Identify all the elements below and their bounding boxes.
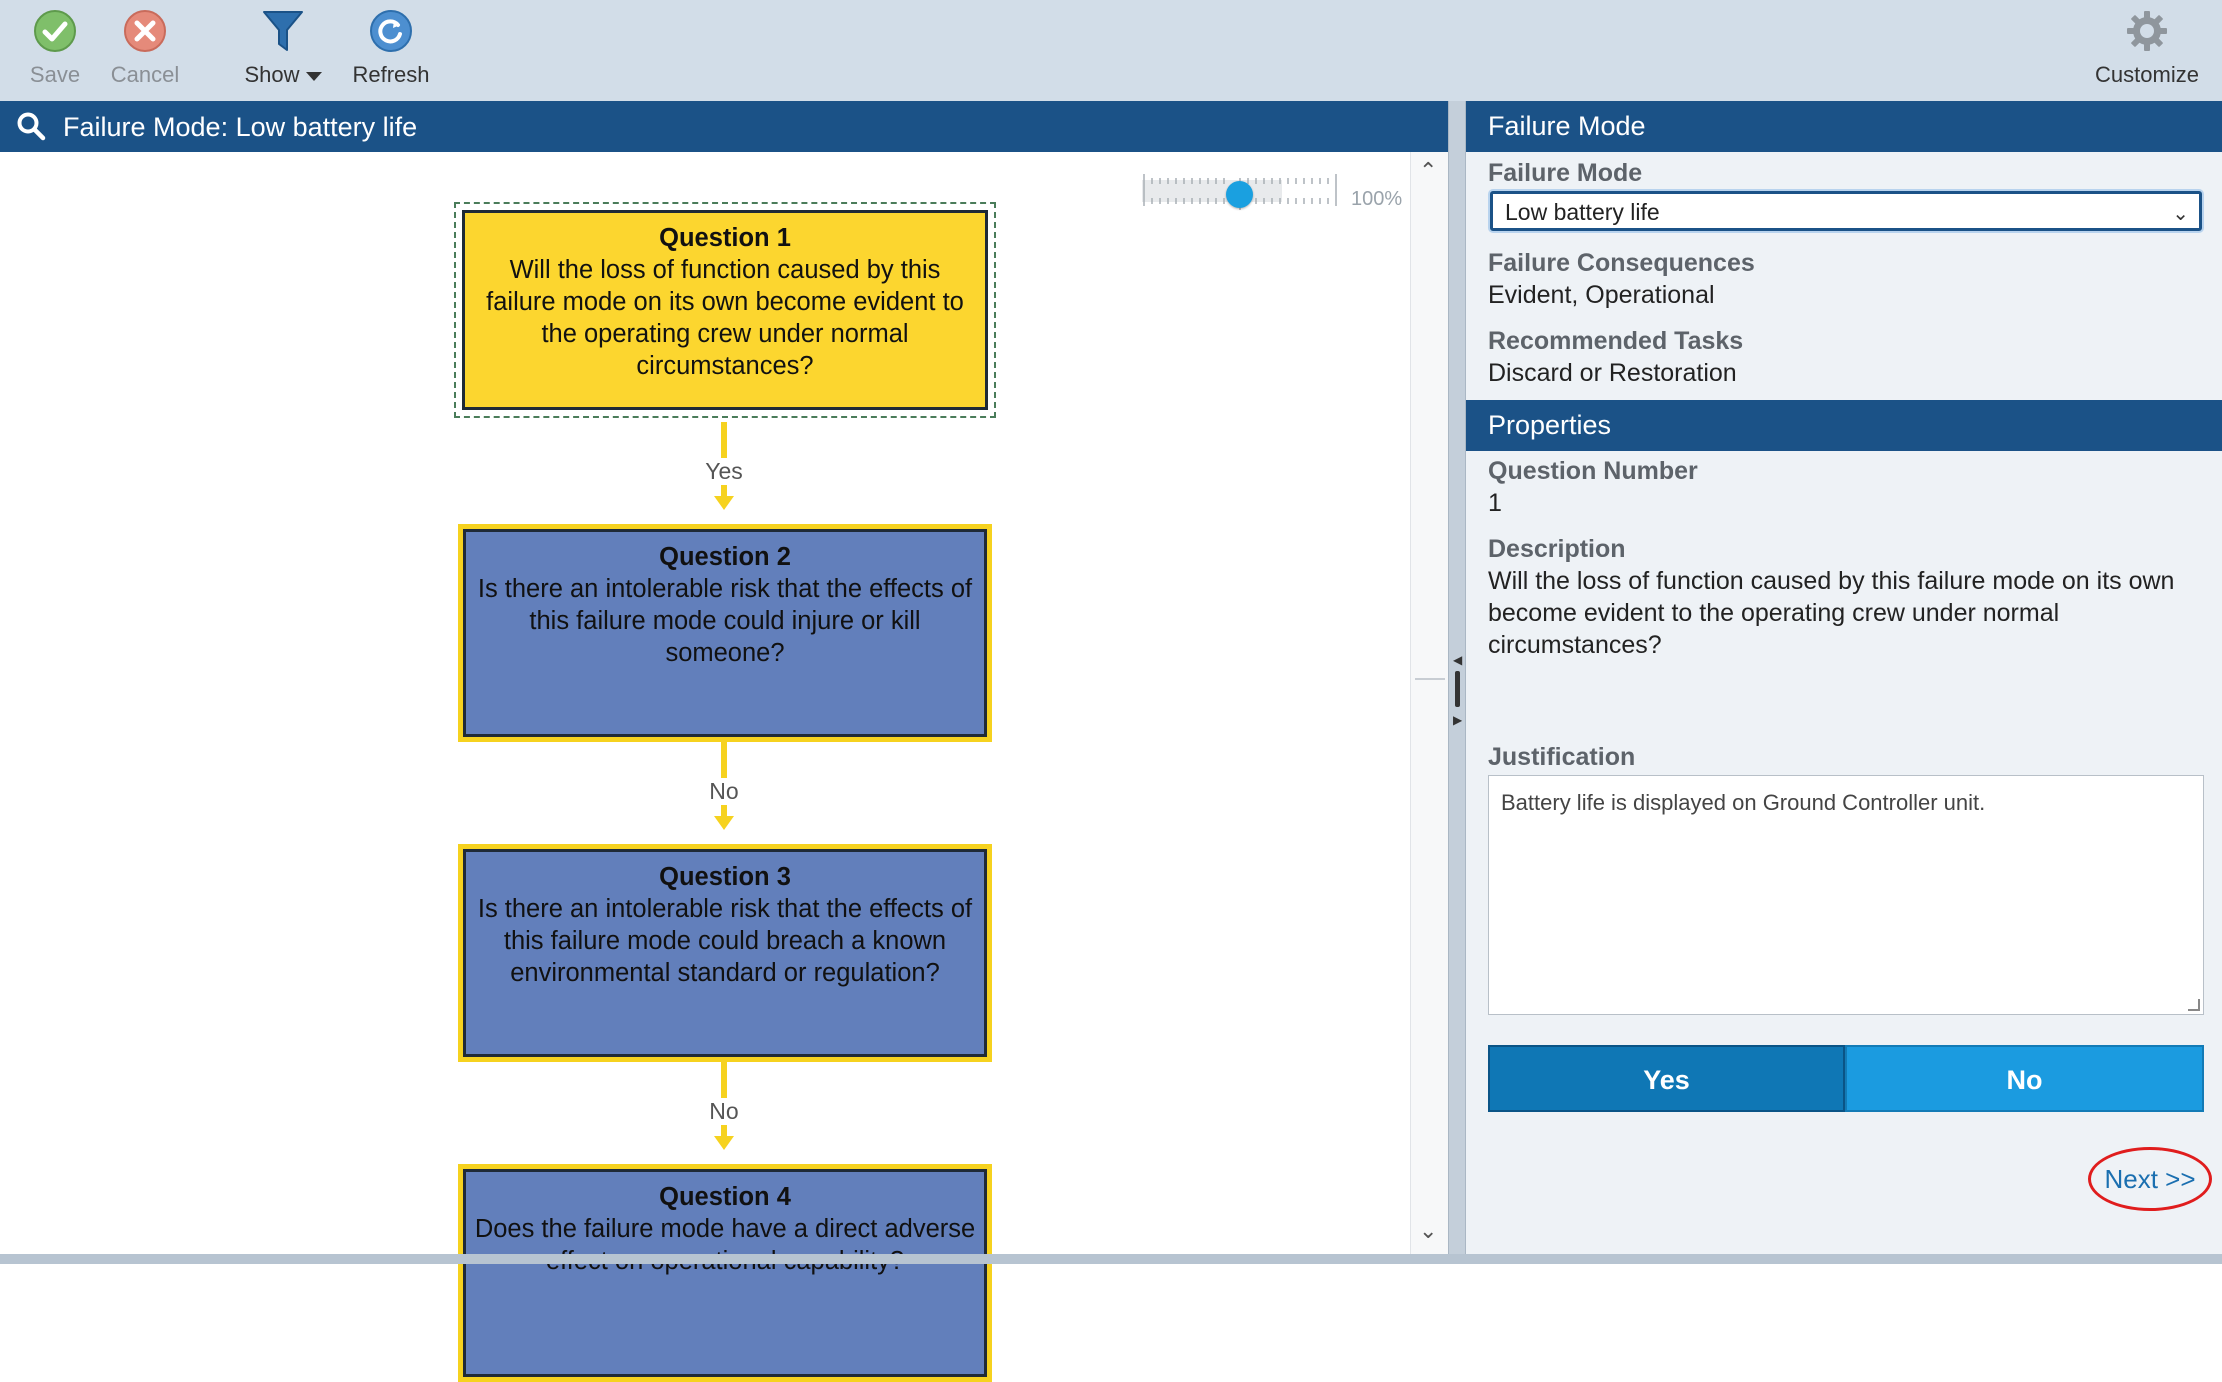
failure-consequences-label: Failure Consequences <box>1488 249 1755 277</box>
connector-label-no: No <box>674 1098 774 1125</box>
question-node-3[interactable] <box>458 844 992 1062</box>
question-node-text: Does the failure mode have a direct adverse <box>474 1215 976 1243</box>
details-panel <box>1466 101 2222 1254</box>
question-node-title: Question 3 <box>659 863 791 891</box>
refresh-icon <box>368 8 414 54</box>
chevron-down-icon: ⌄ <box>2172 203 2189 225</box>
filter-icon <box>260 8 306 54</box>
checkmark-icon <box>32 8 78 54</box>
resize-handle-icon[interactable] <box>2188 999 2200 1011</box>
toolbar <box>0 0 2222 101</box>
question-node-text: Will the loss of function caused by this failure mode on its own become evident to the operating crew under normal circumstances? <box>486 256 964 380</box>
properties-section-header: Properties <box>1466 400 2222 451</box>
connector-arrow <box>714 816 734 830</box>
chevron-down-icon <box>306 72 322 81</box>
connector-label-no: No <box>674 778 774 805</box>
cancel-button[interactable] <box>105 8 185 88</box>
pane-splitter[interactable] <box>1448 101 1466 1254</box>
save-button[interactable] <box>20 8 90 88</box>
failure-mode-label: Failure Mode <box>1488 159 1643 187</box>
failure-mode-selected-value: Low battery life <box>1505 199 1660 225</box>
question-number-value: 1 <box>1488 489 1502 517</box>
status-bar <box>0 1254 2222 1264</box>
question-node-title: Question 4 <box>659 1183 791 1211</box>
chevron-down-icon[interactable]: ⌄ <box>1419 1218 1438 1243</box>
question-node-4[interactable] <box>458 1164 992 1382</box>
refresh-button[interactable] <box>345 8 437 88</box>
recommended-tasks-value: Discard or Restoration <box>1488 359 1737 387</box>
save-label: Save <box>29 62 81 87</box>
splitter-grip[interactable] <box>1455 671 1460 707</box>
connector-arrow <box>714 496 734 510</box>
cancel-icon <box>122 8 168 54</box>
failure-mode-section-header: Failure Mode <box>1466 101 2222 152</box>
connector-label-yes: Yes <box>674 458 774 485</box>
question-number-label: Question Number <box>1488 457 1698 485</box>
diagram-scrollbar[interactable] <box>1410 152 1448 1254</box>
recommended-tasks-label: Recommended Tasks <box>1488 327 1744 355</box>
show-label: Show <box>244 62 300 87</box>
show-dropdown-button[interactable] <box>238 8 328 88</box>
decision-diagram-canvas[interactable] <box>0 152 1410 1254</box>
customize-label: Customize <box>2095 62 2199 87</box>
question-node-text: Is there an intolerable risk that the effects of this failure mode could breach a known environmental standard or regulation? <box>477 895 973 987</box>
failure-consequences-value: Evident, Operational <box>1488 281 1715 309</box>
cancel-label: Cancel <box>110 62 180 87</box>
next-link[interactable]: Next >> <box>2088 1147 2212 1211</box>
refresh-label: Refresh <box>352 62 430 87</box>
justification-text: Battery life is displayed on Ground Controller unit. <box>1501 790 1986 815</box>
question-node-title: Question 2 <box>659 543 791 571</box>
diagram-title: Failure Mode: Low battery life <box>63 112 418 142</box>
description-value: Will the loss of function caused by this failure mode on its own become evident to the operating crew under normal circumstances? <box>1488 567 2175 659</box>
zoom-control <box>1138 164 1438 224</box>
customize-button[interactable] <box>2082 8 2212 88</box>
connector-arrow <box>714 1136 734 1150</box>
failure-mode-select[interactable] <box>1490 191 2202 231</box>
zoom-level: 100% <box>1351 188 1403 210</box>
description-label: Description <box>1488 535 1626 563</box>
collapse-left-icon[interactable]: ◀ <box>1453 653 1463 667</box>
scrollbar-thumb[interactable] <box>1415 162 1445 680</box>
question-node-text: Is there an intolerable risk that the effects of this failure mode could injure or kill someone? <box>477 575 973 667</box>
zoom-slider-thumb[interactable] <box>1226 181 1253 208</box>
justification-label: Justification <box>1488 743 1636 771</box>
chevron-up-icon[interactable]: ⌃ <box>1419 158 1438 183</box>
justification-textarea[interactable] <box>1488 775 2204 1015</box>
question-node-2[interactable] <box>458 524 992 742</box>
diagram-header <box>0 101 1448 152</box>
search-icon[interactable] <box>16 111 46 141</box>
answer-button-group <box>1488 1045 2204 1112</box>
gear-icon <box>2124 8 2170 54</box>
question-node-title: Question 1 <box>659 224 791 252</box>
no-button[interactable]: No <box>1845 1045 2204 1112</box>
question-node-1[interactable] <box>462 210 988 410</box>
collapse-right-icon[interactable]: ▶ <box>1453 713 1463 727</box>
yes-button[interactable]: Yes <box>1488 1045 1845 1112</box>
